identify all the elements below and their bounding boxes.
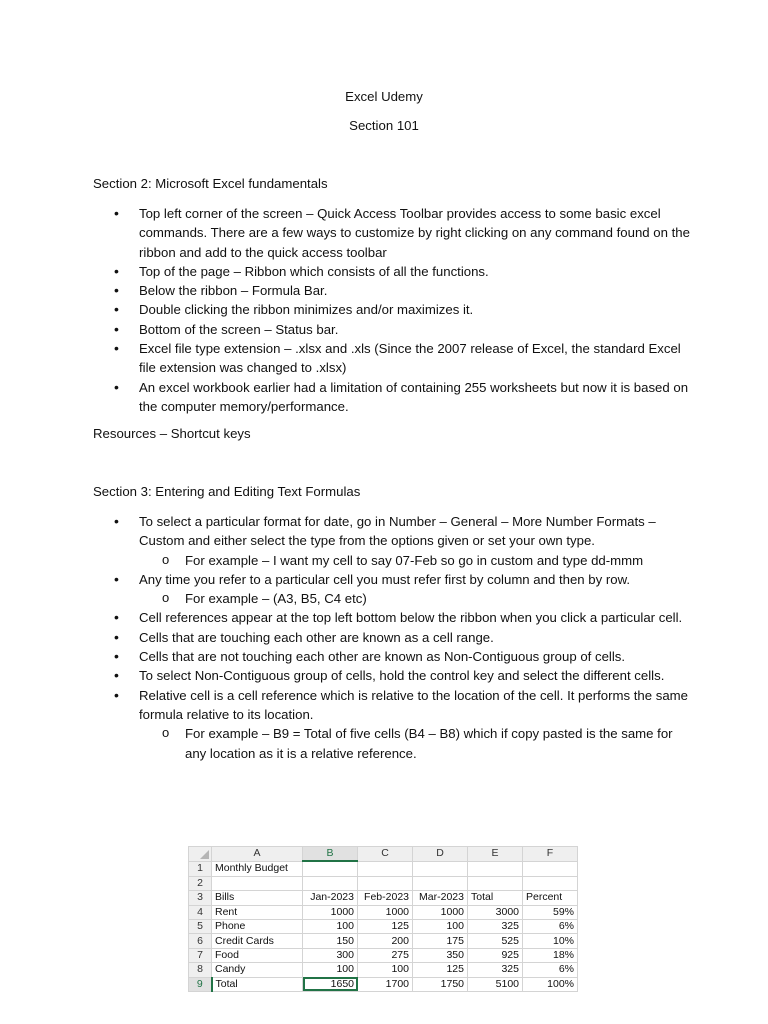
cell: 125 [413,963,468,977]
list-item: • Top left corner of the screen – Quick Access Toolbar provides access to some basic excel commands. There are a few ways to customize by right clicking on any command found on the ribbon and add to the quick access toolbar [93,204,693,262]
cell: 100 [303,919,358,933]
sub-list-item: o For example – I want my cell to say 07-Feb so go in custom and type dd-mmm [139,551,693,570]
column-header-f: F [523,847,578,862]
table-row [189,919,578,933]
cell: 525 [468,934,523,948]
cell: 10% [523,934,578,948]
list-item: • Top of the page – Ribbon which consists of all the functions. [93,262,693,281]
list-item: • An excel workbook earlier had a limitation of containing 255 worksheets but now it is based on the computer memory/performance. [93,378,693,417]
cell [358,876,413,890]
sub-list [139,551,693,570]
cell: 6% [523,919,578,933]
cell [358,861,413,876]
list-item: • Excel file type extension – .xlsx and .xls (Since the 2007 release of Excel, the standard Excel file extension was changed to .xlsx) [93,339,693,378]
list-item-text: Any time you refer to a particular cell you must refer first by column and then by row. [139,571,631,587]
selected-cell-b9: 1650 [303,977,358,991]
cell [303,861,358,876]
cell: Mar-2023 [413,891,468,905]
cell [212,876,303,890]
list-item: • Cells that are touching each other are known as a cell range. [93,628,693,647]
cell [523,861,578,876]
list-item: • Double clicking the ribbon minimizes and/or maximizes it. [93,300,693,319]
cell: 59% [523,905,578,919]
sub-list-item: o For example – (A3, B5, C4 etc) [139,589,693,608]
cell: 350 [413,948,468,962]
cell: 3000 [468,905,523,919]
table-row [189,891,578,905]
cell: Phone [212,919,303,933]
cell: 150 [303,934,358,948]
cell: Food [212,948,303,962]
cell: 6% [523,963,578,977]
cell: 1000 [358,905,413,919]
list-item-text: Relative cell is a cell reference which is relative to the location of the cell. It performs the same formula relative to its location. [139,687,688,722]
sub-list-item: o For example – B9 = Total of five cells (B4 – B8) which if copy pasted is the same for any location as it is a relative reference. [139,724,693,763]
document-subtitle: Section 101 [349,118,419,133]
sub-list [139,589,693,608]
row-header: 5 [189,919,212,933]
column-header-b: B [303,847,358,862]
cell [468,861,523,876]
cell: 1750 [413,977,468,991]
cell [468,876,523,890]
cell [413,876,468,890]
table-row [189,905,578,919]
cell: Total [468,891,523,905]
cell: Monthly Budget [212,861,303,876]
select-all-corner [189,847,212,862]
list-item [93,686,693,763]
sub-list [139,724,693,763]
cell: 100 [303,963,358,977]
row-header: 2 [189,876,212,890]
document-title: Excel Udemy [345,89,423,104]
resources-line: Resources – Shortcut keys [93,426,251,441]
select-all-triangle-icon [200,850,209,859]
cell: 175 [413,934,468,948]
row-header: 3 [189,891,212,905]
cell: 1700 [358,977,413,991]
list-item: • To select Non-Contiguous group of cells, hold the control key and select the different cells. [93,666,693,685]
list-item: • Bottom of the screen – Status bar. [93,320,693,339]
cell: 1000 [303,905,358,919]
column-header-d: D [413,847,468,862]
cell: Feb-2023 [358,891,413,905]
budget-spreadsheet [188,846,578,992]
cell: Total [212,977,303,991]
list-item-text: To select a particular format for date, go in Number – General – More Number Formats – Custom and either select the type from the options given or set your own type. [139,514,656,549]
row-header: 9 [189,977,212,991]
table-row [189,876,578,890]
list-item: • Cells that are not touching each other are known as Non-Contiguous group of cells. [93,647,693,666]
cell: 100 [413,919,468,933]
cell: Jan-2023 [303,891,358,905]
section3-bullet-list [93,512,693,763]
cell: 325 [468,919,523,933]
cell: Rent [212,905,303,919]
table-row [189,948,578,962]
cell [413,861,468,876]
cell: 100% [523,977,578,991]
cell: Bills [212,891,303,905]
row-header: 7 [189,948,212,962]
section2-heading: Section 2: Microsoft Excel fundamentals [93,176,328,191]
cell: 18% [523,948,578,962]
list-item [93,570,693,609]
table-row [189,934,578,948]
cell [523,876,578,890]
table-row [189,963,578,977]
list-item: • Below the ribbon – Formula Bar. [93,281,693,300]
column-header-c: C [358,847,413,862]
column-header-e: E [468,847,523,862]
list-item: • Cell references appear at the top left bottom below the ribbon when you click a particular cell. [93,608,693,627]
cell: 275 [358,948,413,962]
column-header-a: A [212,847,303,862]
cell: 325 [468,963,523,977]
cell: 5100 [468,977,523,991]
row-header: 8 [189,963,212,977]
cell: 200 [358,934,413,948]
list-item [93,512,693,570]
cell: 1000 [413,905,468,919]
table-row [189,861,578,876]
section3-heading: Section 3: Entering and Editing Text Formulas [93,484,361,499]
row-header: 6 [189,934,212,948]
cell [303,876,358,890]
table-row [189,977,578,991]
cell: 300 [303,948,358,962]
row-header: 1 [189,861,212,876]
cell: Percent [523,891,578,905]
column-header-row [189,847,578,862]
cell: 125 [358,919,413,933]
cell: Credit Cards [212,934,303,948]
row-header: 4 [189,905,212,919]
section2-bullet-list [93,204,693,416]
cell: Candy [212,963,303,977]
cell: 100 [358,963,413,977]
cell: 925 [468,948,523,962]
